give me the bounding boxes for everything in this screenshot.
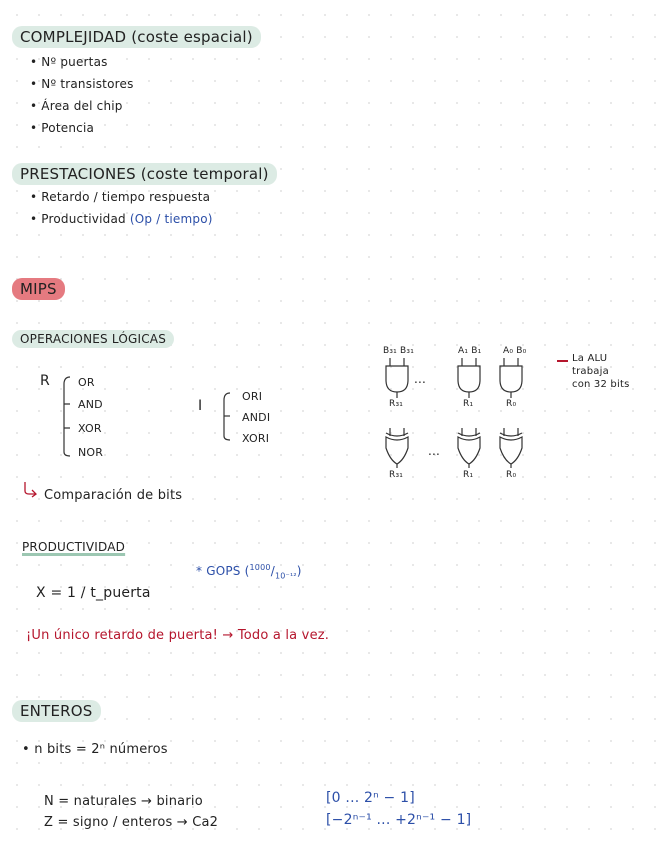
gate-output-label: R₁ [463,399,474,409]
prestaciones-item: • Retardo / tiempo respuesta [30,190,211,204]
prestaciones-item: • Productividad (Op / tiempo) [30,212,213,226]
gate-output-label: R₃₁ [389,470,404,480]
gate-input-label: B₃₁ B₃₁ [383,346,415,356]
productividad-title: PRODUCTIVIDAD [22,540,126,554]
alu-note-arrow-icon [556,357,570,365]
complejidad-item: • Nº puertas [30,55,108,69]
comparacion-arrow-icon [22,480,38,498]
entero-range: [−2ⁿ⁻¹ ... +2ⁿ⁻¹ − 1] [326,812,472,828]
complejidad-item: • Área del chip [30,99,123,113]
complejidad-item: • Potencia [30,121,95,135]
alu-note-line: La ALU [572,353,608,364]
i-label: I [198,398,203,414]
prestaciones-title: PRESTACIONES (coste temporal) [12,163,277,185]
natural-row: N = naturales → binario [44,794,203,809]
r-op: OR [78,376,95,389]
i-op: ANDI [242,411,271,424]
xor-gates-diagram [380,428,540,472]
retardo-note: ¡Un único retardo de puerta! → Todo a la vez. [26,628,330,643]
r-bracket [58,372,74,456]
gops-numerator: 1000 [249,563,271,572]
natural-range: [0 ... 2ⁿ − 1] [326,790,415,806]
gate-output-label: R₀ [506,399,517,409]
productividad-formula: X = 1 / t_puerta [36,585,151,601]
gops-note: * GOPS $(^{1000}/_{10^{-12}})$ [196,563,302,581]
r-op: AND [78,398,103,411]
i-bracket [218,388,234,444]
prestaciones-item-label: Productividad [41,212,126,226]
gops-label: * GOPS ( [196,564,250,578]
complejidad-item: • Nº transistores [30,77,134,91]
gate-output-label: R₁ [463,470,474,480]
enteros-title: ENTEROS [12,700,101,722]
gate-ellipsis: ... [414,372,427,386]
gate-output-label: R₃₁ [389,399,404,409]
r-op: NOR [78,446,104,459]
r-label: R [40,373,50,389]
gate-input-label: A₀ B₀ [503,346,527,356]
enteros-bits: • n bits = 2ⁿ números [22,742,168,757]
productividad-note: (Op / tiempo) [129,212,213,226]
gate-output-label: R₀ [506,470,517,480]
complejidad-item-label: Potencia [41,121,95,135]
i-op: XORI [242,432,270,445]
mips-title: MIPS [12,278,65,300]
i-op: ORI [242,390,263,403]
operaciones-title: OPERACIONES LÓGICAS [12,330,174,348]
complejidad-title: COMPLEJIDAD (coste espacial) [12,26,261,48]
gate-input-label: A₁ B₁ [458,346,482,356]
prestaciones-item-label: Retardo / tiempo respuesta [41,190,211,204]
gops-denominator: 10⁻¹² [274,571,297,581]
entero-row: Z = signo / enteros → Ca2 [44,815,219,830]
comparacion-label: Comparación de bits [44,488,183,503]
complejidad-item-label: Área del chip [41,99,123,113]
alu-note-line: trabaja [572,366,609,377]
complejidad-item-label: Nº transistores [41,77,134,91]
alu-note-line: con 32 bits [572,379,630,390]
complejidad-item-label: Nº puertas [41,55,108,69]
gops-close: ) [296,564,302,578]
r-op: XOR [78,422,102,435]
alu-note [572,352,630,391]
gate-ellipsis: ... [428,444,441,458]
and-gates-diagram [380,358,540,402]
